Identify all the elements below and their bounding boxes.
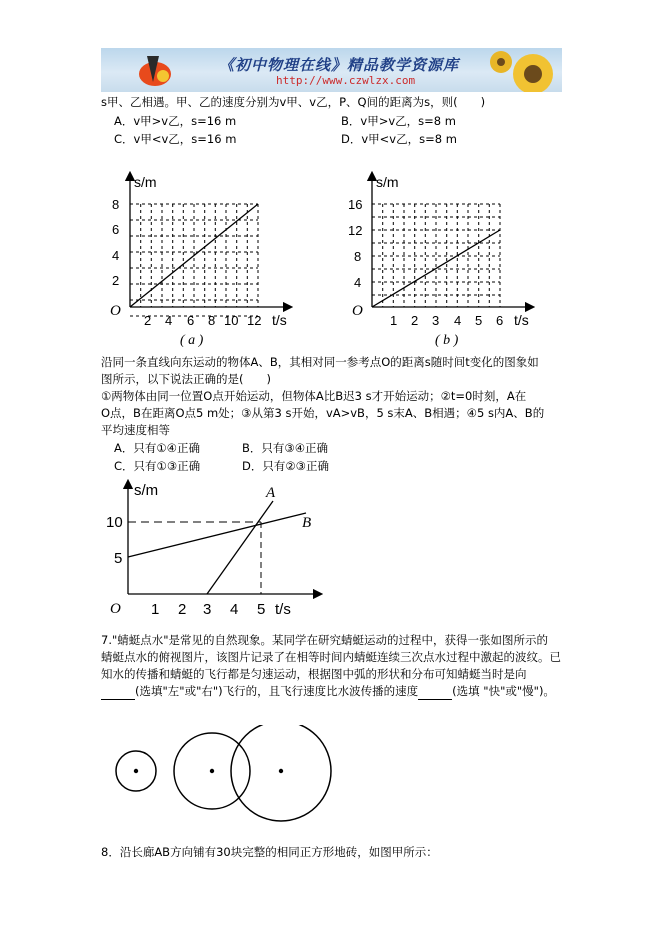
x-tick: 6 — [187, 313, 195, 328]
ripple-figure — [110, 725, 340, 825]
ripple-center — [279, 769, 283, 773]
origin-label: O — [352, 303, 363, 319]
y-tick: 10 — [106, 514, 123, 531]
graph-b — [340, 170, 550, 348]
x-tick: 1 — [390, 313, 398, 328]
qab-line-3: ①两物体由同一位置O点开始运动，但物体A比B迟3 s才开始运动；②t=0时刻，A在 — [101, 389, 527, 403]
q7-line-3: 知水的传播和蜻蜓的飞行都是匀速运动，根据图中弧的形状和分布可知蜻蜓当时是向 — [101, 667, 527, 681]
q6-option-d: D．v甲<v乙，s=8 m — [341, 132, 457, 146]
qab-line-2: 图所示，以下说法正确的是( ) — [101, 372, 271, 386]
ripple-center — [134, 769, 138, 773]
motion-line — [130, 204, 258, 307]
y-tick: 4 — [354, 275, 362, 290]
header-url: http://www.czwlzx.com — [276, 74, 416, 87]
graph-caption: ( b ) — [435, 333, 459, 348]
x-tick: 2 — [411, 313, 419, 328]
x-tick: 3 — [203, 601, 212, 618]
x-tick: 4 — [165, 313, 173, 328]
y-tick: 16 — [348, 197, 363, 212]
y-axis-label: s/m — [376, 174, 399, 190]
x-tick: 4 — [230, 601, 239, 618]
q6-option-a: A．v甲>v乙，s=16 m — [114, 114, 237, 128]
qab-option-d: D．只有②③正确 — [242, 459, 329, 473]
origin-label: O — [110, 303, 121, 319]
graph-ab — [98, 478, 338, 626]
grid — [372, 204, 500, 307]
answer-blank[interactable] — [418, 687, 452, 700]
x-tick: 1 — [151, 601, 160, 618]
x-tick: 10 — [224, 313, 239, 328]
x-tick: 2 — [178, 601, 187, 618]
q8-text: 8．沿长廊AB方向铺有30块完整的相同正方形地砖，如图甲所示： — [101, 845, 438, 859]
x-tick: 4 — [454, 313, 462, 328]
answer-blank[interactable] — [101, 687, 135, 700]
x-axis-label: t/s — [275, 601, 291, 618]
x-tick: 5 — [475, 313, 483, 328]
x-axis-label: t/s — [272, 312, 287, 328]
line-b — [128, 513, 306, 557]
y-tick: 4 — [112, 248, 120, 263]
q6-option-c: C．v甲<v乙，s=16 m — [114, 132, 237, 146]
qab-option-c: C．只有①③正确 — [114, 459, 201, 473]
q6-stem: s甲、乙相遇。甲、乙的速度分别为v甲、v乙，P、Q间的距离为s，则( ) — [101, 95, 486, 109]
x-tick: 5 — [257, 601, 266, 618]
q7-line-1: 7."蜻蜓点水"是常见的自然现象。某同学在研究蜻蜓运动的过程中，获得一张如图所示的 — [101, 633, 549, 647]
q7-line-2: 蜻蜓点水的俯视图片，该图片记录了在相等时间内蜻蜓连续三次点水过程中激起的波纹。已 — [101, 650, 561, 664]
y-axis-label: s/m — [134, 482, 159, 499]
y-tick: 2 — [112, 273, 120, 288]
logo-icon — [135, 52, 175, 90]
q6-option-b: B．v甲>v乙，s=8 m — [341, 114, 456, 128]
y-axis-label: s/m — [134, 174, 157, 190]
y-tick: 8 — [354, 249, 362, 264]
qab-option-b: B．只有③④正确 — [242, 441, 329, 455]
y-tick: 8 — [112, 197, 120, 212]
x-tick: 3 — [432, 313, 440, 328]
graph-a — [98, 170, 308, 348]
x-tick: 2 — [144, 313, 152, 328]
q7-line-4 — [101, 683, 555, 700]
grid — [130, 204, 258, 316]
line-b-label: B — [302, 515, 312, 531]
graph-caption: ( a ) — [180, 333, 204, 348]
flower-icon — [483, 48, 562, 92]
y-tick: 5 — [114, 550, 123, 567]
ripple-center — [210, 769, 214, 773]
y-tick: 6 — [112, 222, 120, 237]
q7-line-4-part-2: (选填 "快"或"慢")。 — [452, 684, 555, 698]
line-a — [207, 501, 273, 594]
header-banner — [101, 48, 562, 92]
q7-line-4-part-1: (选填"左"或"右")飞行的，且飞行速度比水波传播的速度 — [135, 684, 419, 698]
line-a-label: A — [266, 485, 276, 501]
y-tick: 12 — [348, 223, 363, 238]
x-tick: 6 — [496, 313, 504, 328]
x-axis-label: t/s — [514, 312, 529, 328]
x-tick: 8 — [208, 313, 216, 328]
qab-line-1: 沿同一条直线向东运动的物体A、B，其相对同一参考点O的距离s随时间t变化的图象如 — [101, 355, 539, 369]
header-title: 《初中物理在线》精品教学资源库 — [219, 56, 460, 74]
x-tick: 12 — [247, 313, 262, 328]
origin-label: O — [110, 601, 121, 617]
qab-option-a: A．只有①④正确 — [114, 441, 200, 455]
qab-line-5: 平均速度相等 — [101, 423, 170, 437]
qab-line-4: O点，B在距离O点5 m处；③从第3 s开始，vA>vB，5 s末A、B相遇；④5 s内A、B的 — [101, 406, 545, 420]
